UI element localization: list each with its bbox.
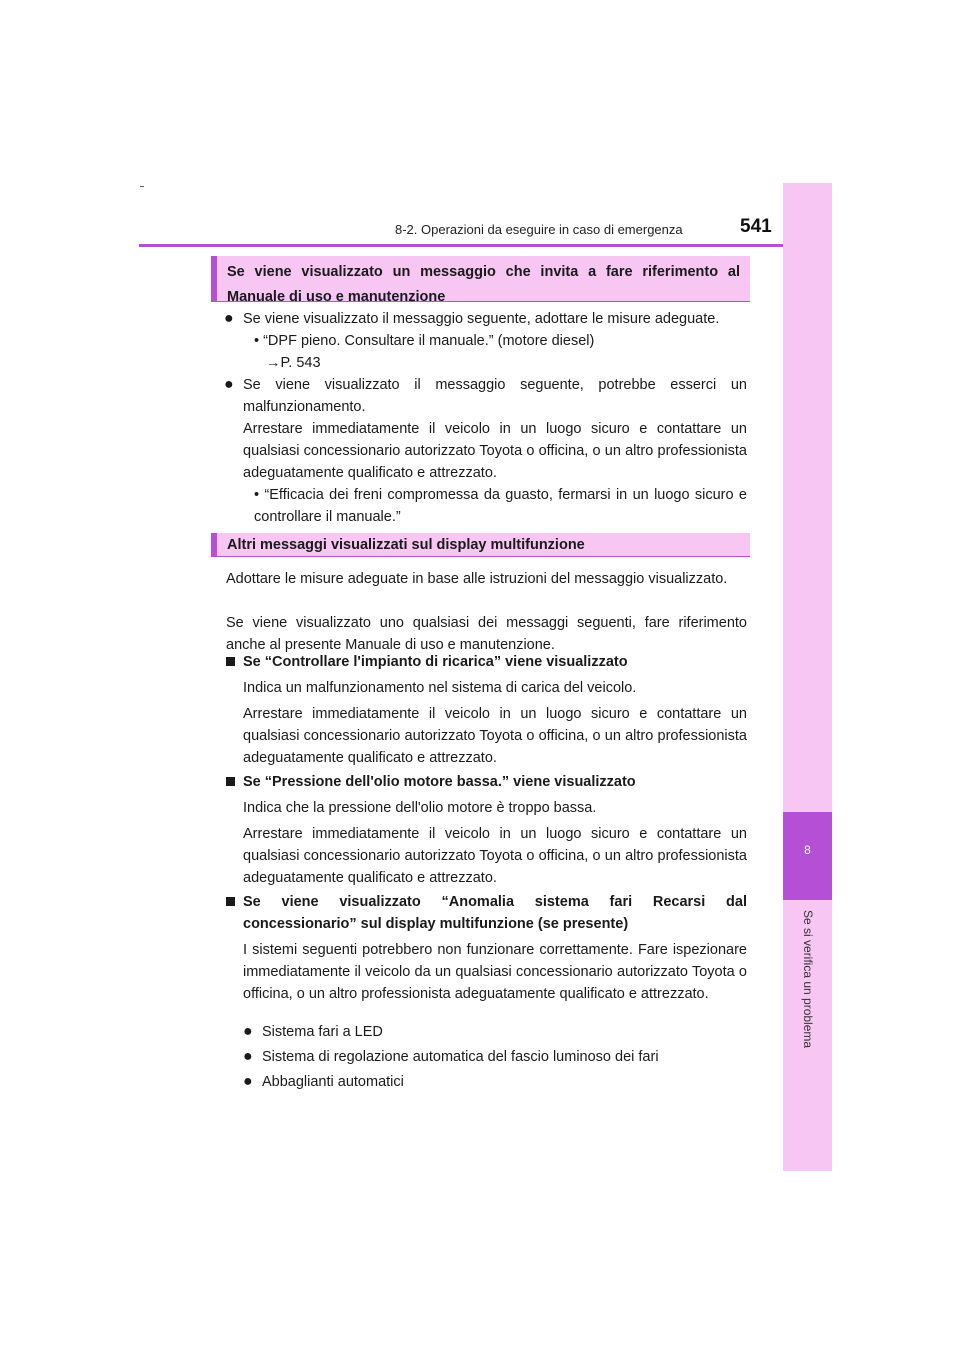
bullet-icon: ● (243, 1073, 253, 1090)
bullet-icon: ● (224, 376, 234, 393)
header-divider (139, 244, 832, 247)
section-heading: 8-2. Operazioni da eseguire in caso di emergenza (395, 222, 683, 237)
subheading: Se viene visualizzato “Anomalia sistema fari Recarsi dal concessionario” sul display multifunzione (se presente) (243, 894, 747, 932)
square-bullet-icon (226, 657, 235, 666)
paragraph: Se viene visualizzato il messaggio seguente, adottare le misure adeguate. (243, 311, 720, 327)
section-title-box: Se viene visualizzato un messaggio che invita a fare riferimento al Manuale di uso e manutenzione (211, 256, 750, 302)
subheading: Se “Controllare l'impianto di ricarica” viene visualizzato (243, 654, 628, 670)
paragraph: Arrestare immediatamente il veicolo in un luogo sicuro e contattare un qualsiasi concessionario autorizzato Toyota o officina, o un altro professionista adeguatamente qualificato e attrezzato. (243, 421, 747, 481)
message-item: • “Efficacia dei freni compromessa da guasto, fermarsi in un luogo sicuro e controllare il manuale.” (254, 487, 747, 525)
paragraph: I sistemi seguenti potrebbero non funzionare correttamente. Fare ispezionare immediatamente il veicolo da un qualsiasi concessionario autorizzato Toyota o officina, o un altro professionista adeguatamente qualificato e attrezzato. (243, 942, 747, 1002)
subheading: Se “Pressione dell'olio motore bassa.” viene visualizzato (243, 774, 636, 790)
chapter-title: Se si verifica un problema (800, 910, 815, 1049)
paragraph: Se viene visualizzato uno qualsiasi dei messaggi seguenti, fare riferimento anche al presente Manuale di uso e manutenzione. (226, 615, 747, 653)
corner-mark (140, 186, 144, 187)
paragraph: Arrestare immediatamente il veicolo in un luogo sicuro e contattare un qualsiasi concessionario autorizzato Toyota o officina, o un altro professionista adeguatamente qualificato e attrezzato. (243, 826, 747, 886)
square-bullet-icon (226, 897, 235, 906)
bullet-icon: ● (243, 1023, 253, 1040)
list-item: Abbaglianti automatici (262, 1074, 404, 1090)
list-item: Sistema fari a LED (262, 1024, 383, 1040)
paragraph: Se viene visualizzato il messaggio seguente, potrebbe esserci un malfunzionamento. (243, 377, 747, 415)
bullet-icon: ● (224, 310, 234, 327)
square-bullet-icon (226, 777, 235, 786)
message-item: • “DPF pieno. Consultare il manuale.” (motore diesel) (254, 333, 595, 349)
page-number: 541 (740, 216, 772, 237)
section-title-box: Altri messaggi visualizzati sul display multifunzione (211, 533, 750, 557)
paragraph: Indica che la pressione dell'olio motore è troppo bassa. (243, 800, 597, 816)
page-reference: →P. 543 (266, 355, 321, 371)
paragraph: Indica un malfunzionamento nel sistema di carica del veicolo. (243, 680, 637, 696)
paragraph: Arrestare immediatamente il veicolo in un luogo sicuro e contattare un qualsiasi concessionario autorizzato Toyota o officina, o un altro professionista adeguatamente qualificato e attrezzato. (243, 706, 747, 766)
chapter-number: 8 (804, 843, 811, 857)
bullet-icon: ● (243, 1048, 253, 1065)
paragraph: Adottare le misure adeguate in base alle istruzioni del messaggio visualizzato. (226, 571, 728, 587)
chapter-title-wrap (783, 910, 832, 1130)
list-item: Sistema di regolazione automatica del fascio luminoso dei fari (262, 1049, 659, 1065)
